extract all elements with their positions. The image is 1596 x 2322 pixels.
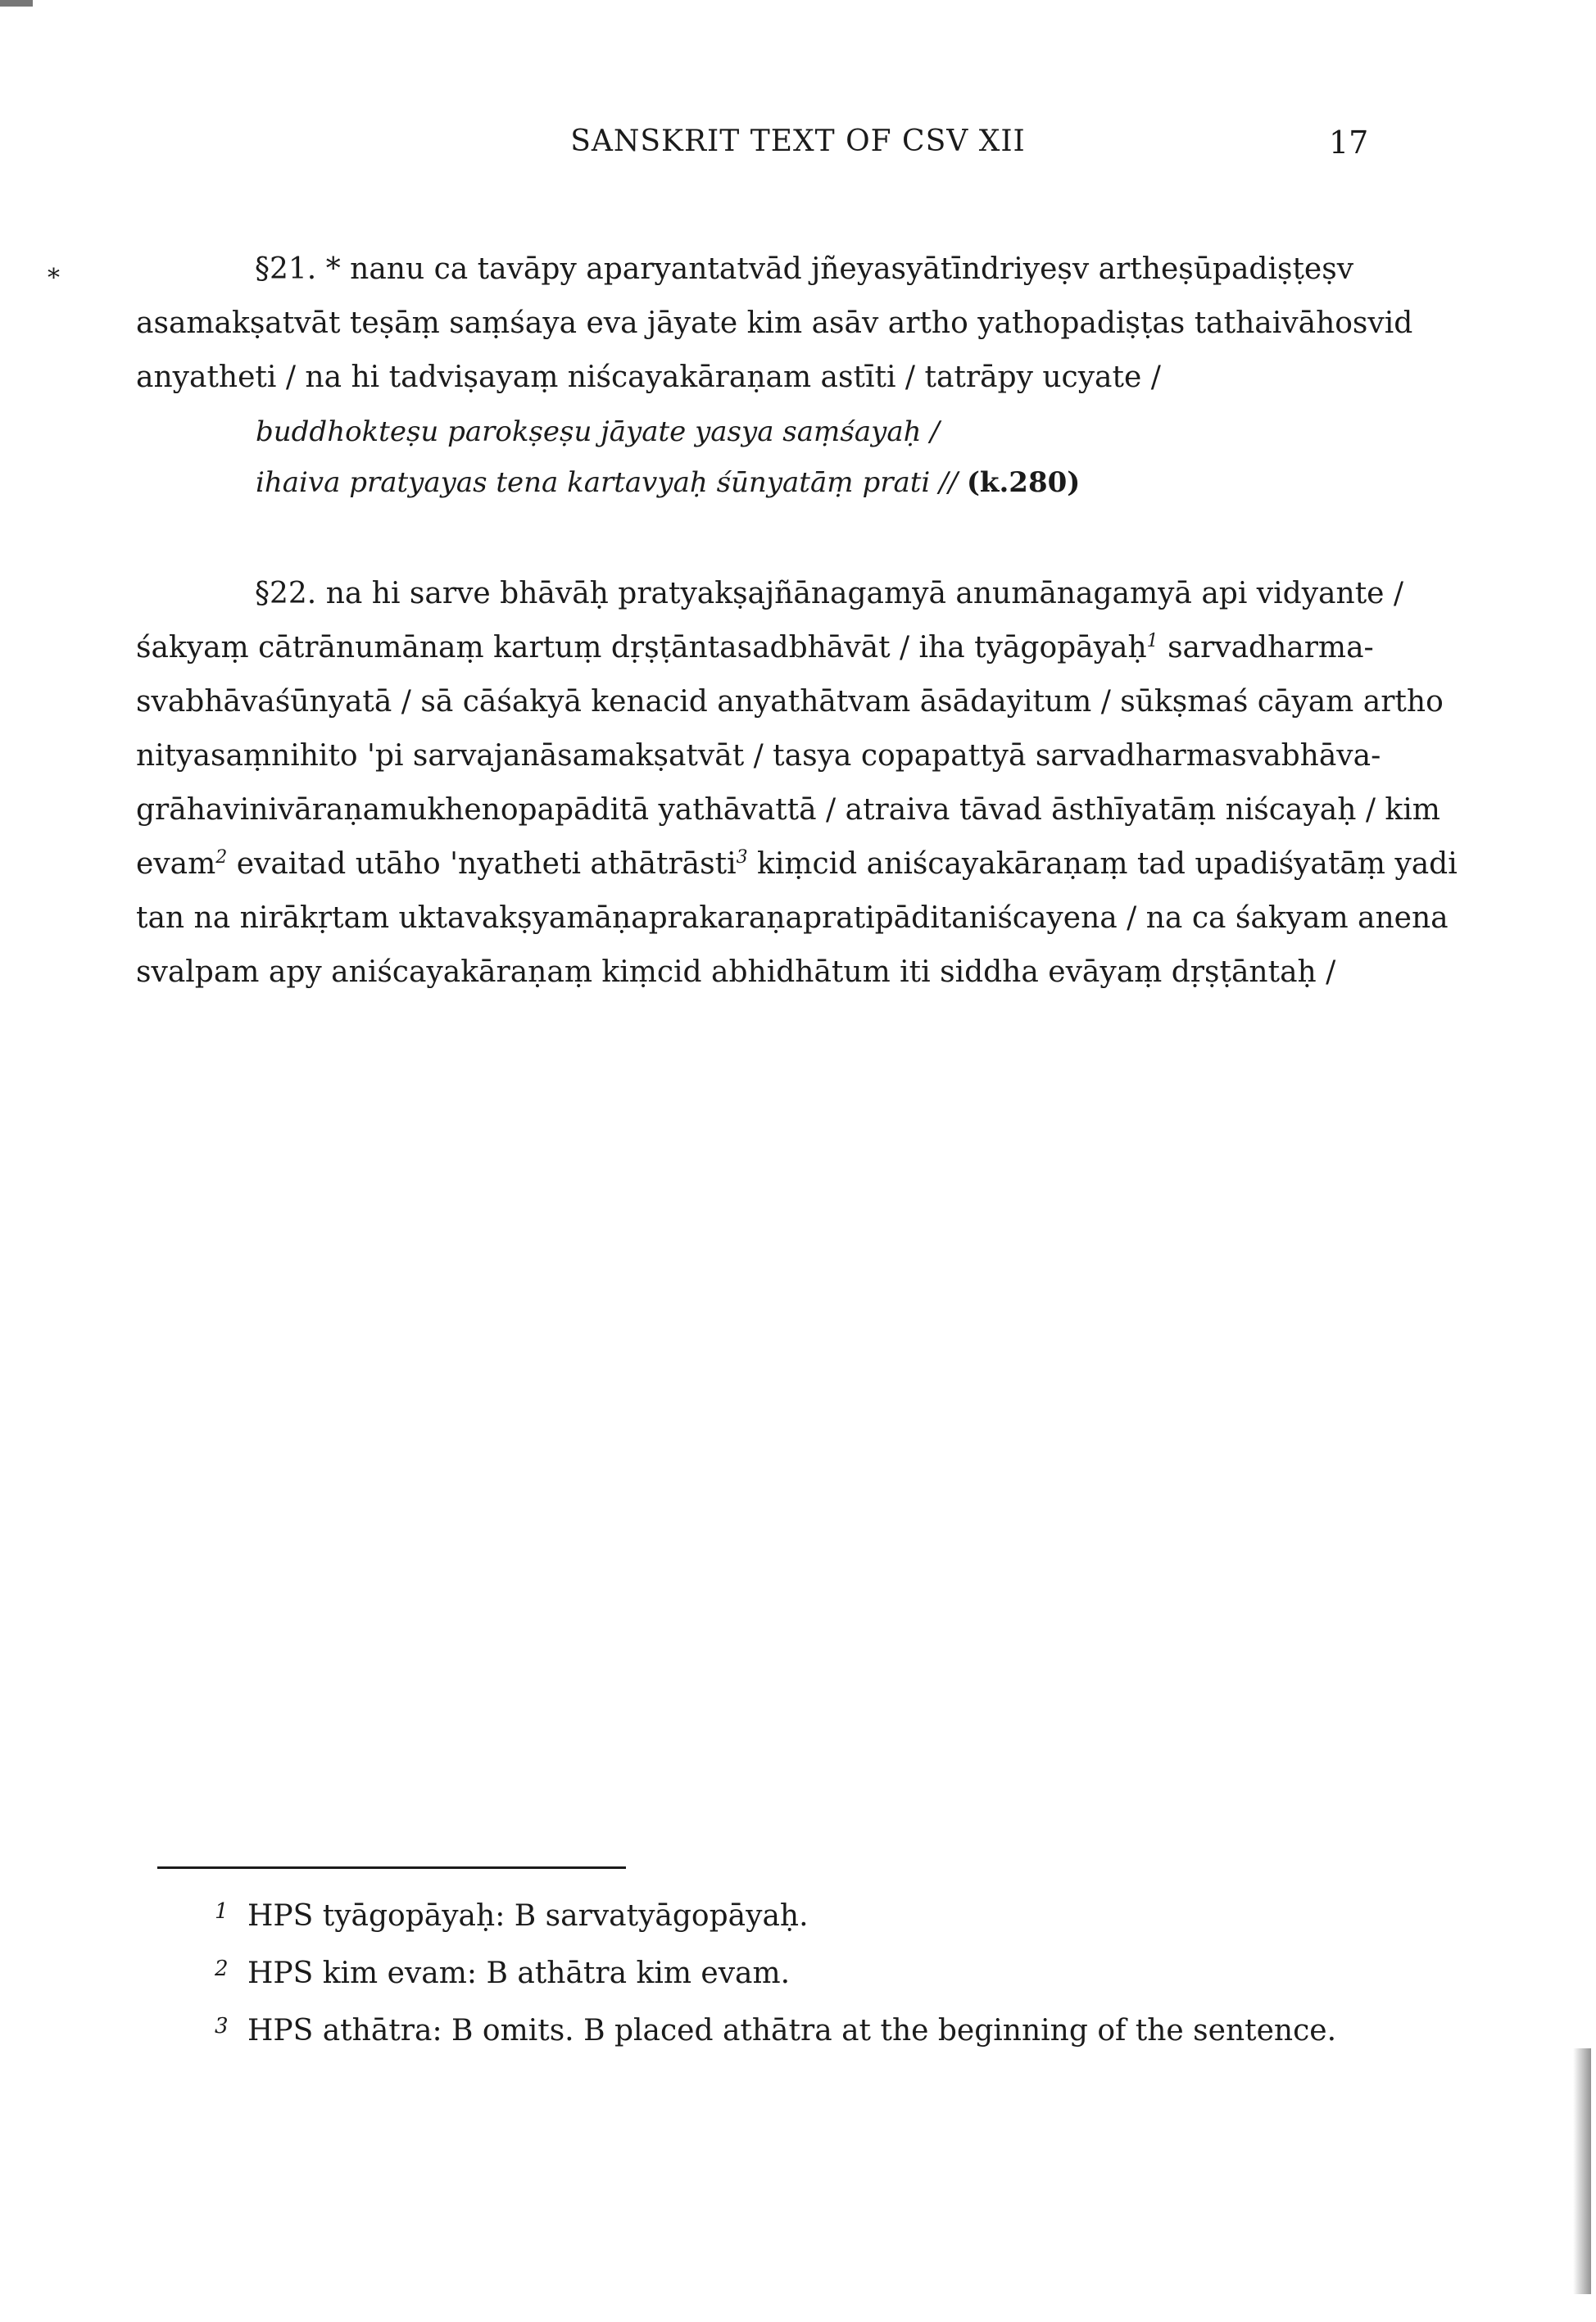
section-22-line-6c: kiṃcid aniścayakāraṇaṃ tad upadiśyatāṃ yadi bbox=[747, 847, 1458, 881]
footnote-ref-2[interactable]: 2 bbox=[215, 847, 228, 868]
footnote-text: HPS athātra: B omits. B placed athātra at the beginning of the sentence. bbox=[247, 2014, 1337, 2048]
section-22-line-2 bbox=[136, 621, 1393, 675]
paragraph-section-22 bbox=[136, 567, 1458, 1000]
margin-asterisk: * bbox=[48, 264, 60, 293]
page-number: 17 bbox=[1329, 125, 1369, 161]
section-22-line-3: svabhāvaśūnyatā / sā cāśakyā kenacid anyathātvam āsādayitum / sūkṣmaś cāyam artho bbox=[136, 685, 1444, 719]
verse-line-2 bbox=[256, 457, 1080, 508]
verse-block bbox=[256, 406, 1080, 508]
section-22-line-6a: evam bbox=[136, 847, 216, 881]
section-21-line-1: §21. * nanu ca tavāpy aparyantatvād jñeyasyātīndriyeṣv artheṣūpadiṣṭeṣv bbox=[255, 252, 1354, 286]
section-21-line-2: asamakṣatvāt teṣāṃ saṃśaya eva jāyate kim asāv artho yathopadiṣṭas tathaivāhosvid bbox=[136, 306, 1413, 340]
section-22-line-8: svalpam apy aniścayakāraṇaṃ kiṃcid abhidhātum iti siddha evāyaṃ dṛṣṭāntaḥ / bbox=[136, 955, 1336, 989]
verse-line-2-text: ihaiva pratyayas tena kartavyaḥ śūnyatāṃ prati // bbox=[256, 466, 958, 499]
footnote bbox=[215, 2014, 1336, 2071]
running-head bbox=[0, 125, 1596, 174]
section-22-line-6b: evaitad utāho 'nyatheti athātrāsti bbox=[227, 847, 737, 881]
footnote-number: 2 bbox=[215, 1957, 229, 1981]
text-line bbox=[136, 567, 1404, 621]
verse-reference: (k.280) bbox=[966, 466, 1081, 499]
footnotes bbox=[215, 1899, 1336, 2071]
footnote-number: 3 bbox=[215, 2014, 229, 2039]
section-22-line-2a: śakyaṃ cātrānumānaṃ kartuṃ dṛṣṭāntasadbhāvāt / iha tyāgopāyaḥ bbox=[136, 631, 1147, 664]
section-22-line-4: nityasaṃnihito 'pi sarvajanāsamakṣatvāt / tasya copapattyā sarvadharmasvabhāva- bbox=[136, 739, 1381, 773]
section-22-line-2b: sarvadharma- bbox=[1158, 631, 1374, 664]
section-22-line-6 bbox=[136, 837, 1458, 891]
footnote-text: HPS tyāgopāyaḥ: B sarvatyāgopāyaḥ. bbox=[247, 1899, 809, 1933]
scan-shadow bbox=[1573, 2048, 1591, 2294]
footnote bbox=[215, 1899, 1336, 1957]
footnote-ref-1[interactable]: 1 bbox=[1146, 631, 1158, 651]
section-22-line-1: §22. na hi sarve bhāvāḥ pratyakṣajñānagamyā anumānagamyā api vidyante / bbox=[255, 577, 1404, 610]
section-22-line-5: grāhavinivāraṇamukhenopapāditā yathāvattā / atraiva tāvad āsthīyatāṃ niścayaḥ / kim bbox=[136, 793, 1440, 827]
footnote-divider bbox=[157, 1866, 626, 1869]
footnote-ref-3[interactable]: 3 bbox=[736, 847, 748, 868]
verse-line-1: buddhokteṣu parokṣeṣu jāyate yasya saṃśayaḥ / bbox=[256, 415, 940, 448]
footnote-number: 1 bbox=[215, 1899, 229, 1924]
scan-artifact bbox=[0, 0, 33, 7]
footnote bbox=[215, 1957, 1336, 2014]
section-22-line-7: tan na nirākṛtam uktavakṣyamāṇaprakaraṇapratipāditaniścayena / na ca śakyam anena bbox=[136, 901, 1449, 935]
section-21-line-3: anyatheti / na hi tadviṣayaṃ niścayakāraṇam astīti / tatrāpy ucyate / bbox=[136, 361, 1161, 394]
text-line bbox=[136, 243, 1393, 297]
page-title: SANSKRIT TEXT OF CSV XII bbox=[570, 125, 1026, 158]
footnote-text: HPS kim evam: B athātra kim evam. bbox=[247, 1957, 791, 1990]
paragraph-section-21 bbox=[136, 243, 1413, 405]
